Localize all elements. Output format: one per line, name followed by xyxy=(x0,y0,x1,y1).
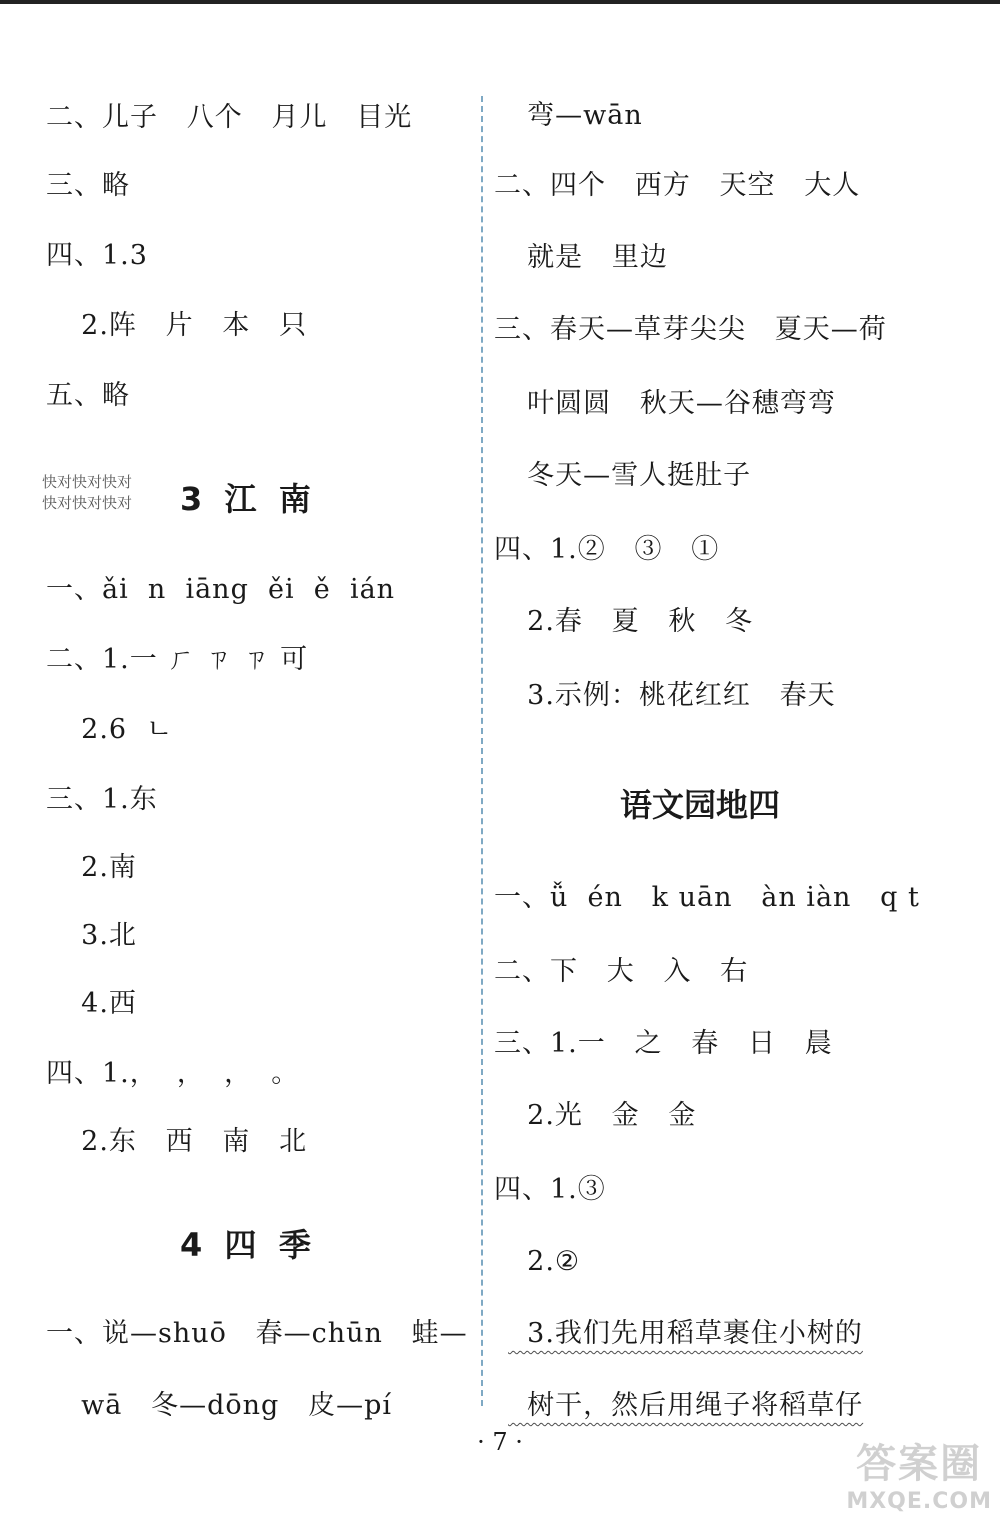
answer-line: 四、1.， ， ， 。 xyxy=(46,1058,300,1089)
answer-line: 2.光 金 金 xyxy=(508,1100,697,1131)
answer-line: 3.示例：桃花红红 春天 xyxy=(508,680,836,711)
answer-line: 3.我们先用稻草裹住小树的 xyxy=(508,1318,863,1349)
answer-line: 三、略 xyxy=(46,170,130,201)
answer-line: 二、1.一 ㄏ ㄗ ㄗ 可 xyxy=(46,644,309,675)
answer-line: 二、下 大 入 右 xyxy=(494,956,749,987)
answer-line: 2.阵 片 本 只 xyxy=(62,310,308,341)
top-rule xyxy=(0,0,1000,4)
answer-line: 2.东 西 南 北 xyxy=(62,1126,308,1157)
answer-line: 二、四个 西方 天空 大人 xyxy=(494,170,861,201)
answer-line: 五、略 xyxy=(46,380,130,411)
quick-answer-stamp: 快对快对快对 快对快对快对 xyxy=(42,473,133,512)
site-watermark: 答案圈 MXQE.COM xyxy=(846,1441,992,1514)
answer-line: 一、ǎi n iāng ěi ě ián xyxy=(46,574,396,605)
answer-line: 2.② xyxy=(508,1246,581,1277)
answer-line: 叶圆圆 秋天—谷穗弯弯 xyxy=(508,388,836,419)
answer-line: 一、ǚ én k uān àn iàn q t xyxy=(494,882,920,913)
answer-line: 2.春 夏 秋 冬 xyxy=(508,606,754,637)
answer-line: wā 冬—dōng 皮—pí xyxy=(62,1390,392,1421)
answer-line: 四、1.3 xyxy=(46,240,148,271)
answer-line: 2.6 ㄴ xyxy=(62,714,174,745)
answer-line: 树干，然后用绳子将稻草仔 xyxy=(508,1390,864,1421)
answer-line: 冬天—雪人挺肚子 xyxy=(508,460,752,491)
answer-line: 3.北 xyxy=(62,920,137,951)
answer-line: 四、1.③ xyxy=(494,1174,606,1205)
section-heading: 语文园地四 xyxy=(620,786,781,824)
column-divider xyxy=(481,96,483,1406)
answer-line: 三、1.东 xyxy=(46,784,158,815)
answer-line: 三、春天—草芽尖尖 夏天—荷 xyxy=(494,314,887,345)
answer-line: 就是 里边 xyxy=(508,242,668,273)
answer-line: 三、1.一 之 春 日 晨 xyxy=(494,1028,833,1059)
answer-line: 二、儿子 八个 月儿 目光 xyxy=(46,102,413,133)
answer-line: 弯—wān xyxy=(508,100,643,131)
answer-line: 一、说—shuō 春—chūn 蛙— xyxy=(46,1318,468,1349)
answer-line: 4.西 xyxy=(62,988,137,1019)
section-heading: 3 江 南 xyxy=(180,480,311,518)
answer-line: 四、1.② ③ ① xyxy=(494,534,720,565)
answer-line: 2.南 xyxy=(62,852,137,883)
section-heading: 4 四 季 xyxy=(180,1226,311,1264)
page-number: · 7 · xyxy=(477,1428,523,1456)
